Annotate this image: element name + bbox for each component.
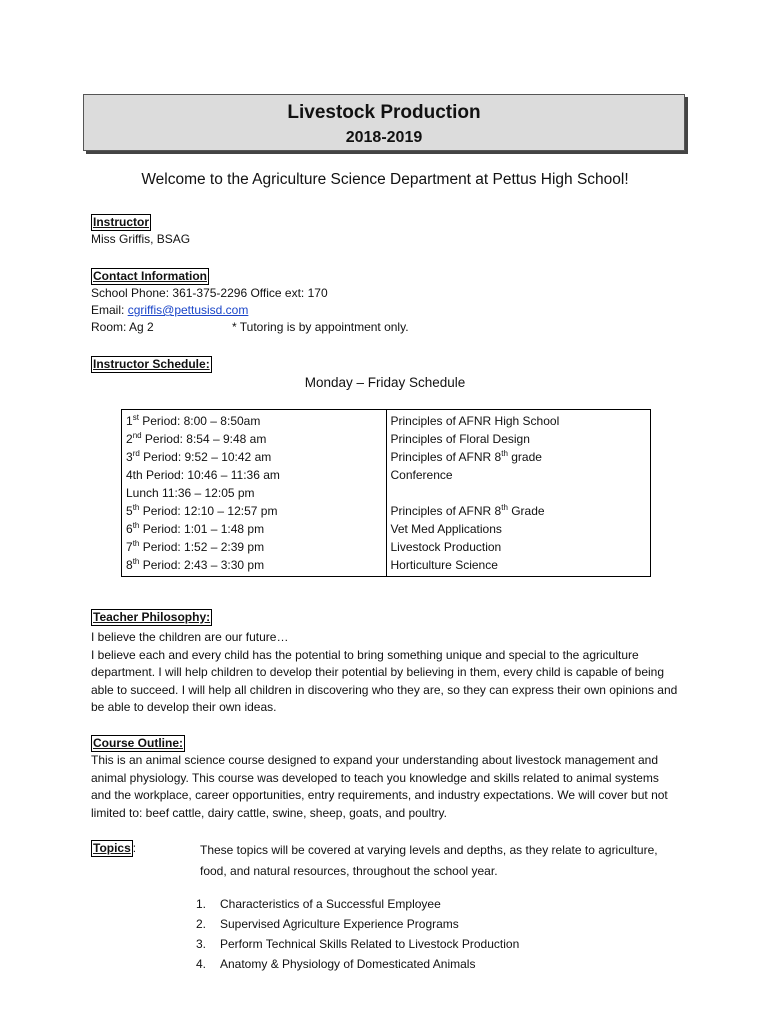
course-name: Livestock Production: [390, 540, 502, 554]
contact-room-line: [91, 319, 409, 336]
course-suffix: grade: [507, 450, 542, 464]
schedule-heading: Instructor Schedule:: [93, 357, 210, 371]
topics-list: [196, 894, 519, 974]
period-course: [391, 448, 647, 466]
period-time: [126, 520, 382, 538]
schedule-title: Monday – Friday Schedule: [304, 375, 466, 390]
topic-number: 3.: [196, 937, 207, 951]
instructor-section: [91, 214, 190, 248]
period-time: [126, 466, 382, 484]
period-number: 4th Period: 10:46 – 11:36 am: [126, 468, 280, 482]
contact-section: [91, 268, 409, 336]
period-ordinal: th: [132, 539, 140, 548]
periods-column: [122, 410, 387, 577]
period-number: 7: [126, 540, 133, 554]
period-ordinal: th: [132, 521, 140, 530]
period-time-range: Period: 8:54 – 9:48 am: [141, 432, 267, 446]
title-box: [83, 94, 685, 151]
topic-number: 4.: [196, 957, 207, 971]
period-time: [126, 412, 382, 430]
topic-text: Supervised Agriculture Experience Programs: [220, 917, 459, 931]
topic-text: Anatomy & Physiology of Domesticated Animals: [220, 957, 476, 971]
course-name: Conference: [390, 468, 453, 482]
topic-number: 2.: [196, 917, 207, 931]
topic-item: [196, 914, 519, 934]
period-course: [391, 520, 647, 538]
period-time: [126, 448, 382, 466]
topic-text: Perform Technical Skills Related to Livestock Production: [220, 937, 520, 951]
period-number: 6: [126, 522, 133, 536]
period-time: [126, 538, 382, 556]
course-ordinal: th: [501, 503, 508, 512]
period-course: [391, 484, 647, 502]
period-number: 2: [126, 432, 133, 446]
tutoring-note: * Tutoring is by appointment only.: [232, 320, 409, 334]
topics-description: These topics will be covered at varying levels and depths, as they relate to agriculture, food, and natural resources, throughout the school year.: [200, 843, 658, 878]
course-name: Vet Med Applications: [390, 522, 502, 536]
topics-heading: Topics: [93, 841, 131, 855]
course-suffix: Grade: [507, 504, 545, 518]
philosophy-section: [91, 609, 681, 717]
contact-heading: Contact Information: [93, 269, 207, 283]
period-ordinal: th: [132, 503, 140, 512]
period-course: [391, 556, 647, 574]
period-time-range: Period: 1:52 – 2:39 pm: [139, 540, 265, 554]
course-name: Principles of AFNR 8: [390, 504, 502, 518]
outline-section: [91, 735, 681, 822]
period-time-range: Period: 8:00 – 8:50am: [138, 414, 261, 428]
period-ordinal: rd: [132, 449, 140, 458]
topic-item: [196, 934, 519, 954]
period-number: 1: [126, 414, 133, 428]
period-time-range: Period: 12:10 – 12:57 pm: [139, 504, 278, 518]
period-ordinal: st: [132, 413, 139, 422]
course-name: Principles of Floral Design: [390, 432, 530, 446]
contact-phone: School Phone: 361-375-2296 Office ext: 170: [91, 286, 328, 300]
period-time-range: Period: 1:01 – 1:48 pm: [139, 522, 265, 536]
topic-number: 1.: [196, 897, 207, 911]
period-time: [126, 430, 382, 448]
instructor-name: Miss Griffis, BSAG: [91, 232, 191, 246]
course-name: Principles of AFNR High School: [390, 414, 560, 428]
period-time-range: Period: 2:43 – 3:30 pm: [139, 558, 265, 572]
period-ordinal: th: [132, 557, 140, 566]
period-time: [126, 484, 382, 502]
courses-column: [386, 410, 651, 577]
outline-heading: Course Outline:: [93, 736, 184, 750]
outline-body: This is an animal science course designed to expand your understanding about livestock management and animal physiology. This course was developed to teach you knowledge and skills related to animal systems and the workplace, career opportunities, entry requirements, and industry expectations. We will cover but not limited to: beef cattle, dairy cattle, swine, sheep, goats, and poultry.: [91, 753, 668, 820]
philosophy-line1: I believe the children are our future…: [91, 630, 289, 644]
period-course: [391, 502, 647, 520]
contact-email-line: [91, 302, 409, 319]
instructor-heading: Instructor: [93, 215, 150, 229]
period-time-range: Period: 9:52 – 10:42 am: [139, 450, 272, 464]
period-number: Lunch 11:36 – 12:05 pm: [126, 486, 255, 500]
period-number: 3: [126, 450, 133, 464]
contact-room: Room: Ag 2: [91, 320, 154, 334]
period-ordinal: nd: [132, 431, 142, 440]
course-ordinal: th: [501, 449, 508, 458]
course-name: Principles of AFNR 8: [390, 450, 502, 464]
schedule-table: [121, 409, 651, 577]
philosophy-body: I believe each and every child has the potential to bring something unique and special to the agriculture department. I will help children to develop their potential by believing in them, every child is capable of being able to succeed. I will help all children in discovering who they are, so they can express their own opinions and be able to develop their own ideas.: [91, 647, 678, 715]
period-time: [126, 556, 382, 574]
period-course: [391, 430, 647, 448]
email-link[interactable]: cgriffis@pettusisd.com: [127, 303, 249, 317]
schedule-heading-wrap: [91, 356, 212, 373]
topic-text: Characteristics of a Successful Employee: [220, 897, 441, 911]
topics-label: [91, 840, 136, 857]
school-year: 2018-2019: [345, 129, 423, 146]
course-title: Livestock Production: [287, 102, 481, 123]
topic-item: [196, 894, 519, 914]
welcome-message: Welcome to the Agriculture Science Department at Pettus High School!: [141, 171, 629, 188]
course-name: Horticulture Science: [390, 558, 498, 572]
period-course: [391, 412, 647, 430]
period-number: 5: [126, 504, 133, 518]
topics-colon: :: [132, 841, 137, 855]
email-label: Email:: [91, 303, 125, 317]
period-course: [391, 538, 647, 556]
period-number: 8: [126, 558, 133, 572]
period-course: [391, 466, 647, 484]
topic-item: [196, 954, 519, 974]
philosophy-heading: Teacher Philosophy:: [93, 610, 211, 624]
period-time: [126, 502, 382, 520]
